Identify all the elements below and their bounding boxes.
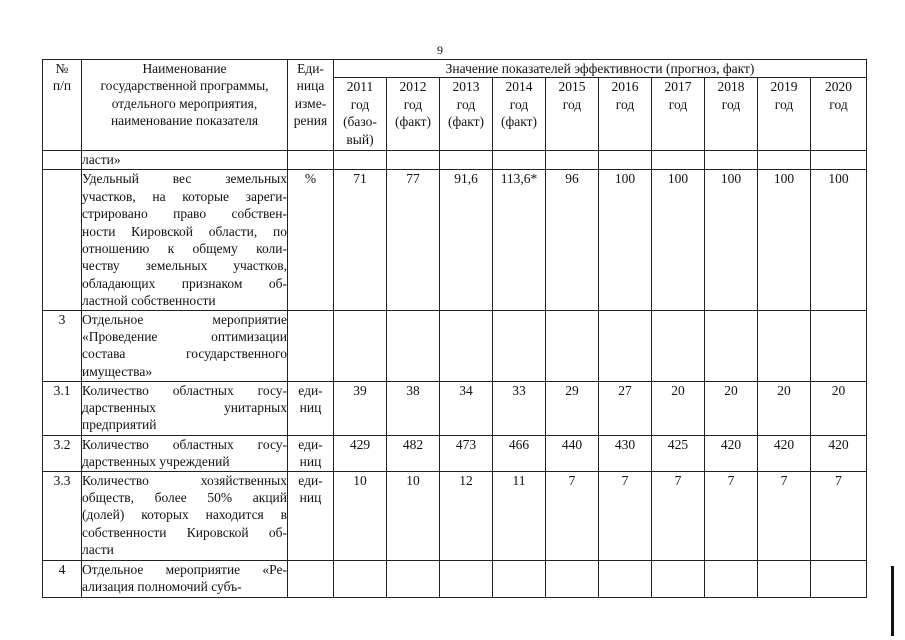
value-2017: 425 xyxy=(652,435,705,471)
text-line: ниц xyxy=(299,400,322,416)
text-line: обществ, более 50% акций xyxy=(82,490,287,506)
text-line: ниц xyxy=(299,454,322,470)
value-2019: 20 xyxy=(758,381,811,435)
value-2013: 473 xyxy=(440,435,493,471)
value-2015: 440 xyxy=(546,435,599,471)
table-row xyxy=(43,471,867,560)
performance-indicators-table xyxy=(42,59,867,598)
value-2016 xyxy=(599,151,652,170)
header-values-title: Значение показателей эффективности (прогноз, факт) xyxy=(334,60,867,78)
text-line: дарственных унитарных xyxy=(82,400,287,416)
text-line: предприятий xyxy=(82,417,157,433)
table-row xyxy=(43,151,867,170)
row-name xyxy=(82,435,288,471)
value-2014 xyxy=(493,560,546,597)
text-line: государственной программы, xyxy=(100,78,269,94)
text-line: 2011 xyxy=(346,79,374,95)
text-line: 2017 xyxy=(664,79,692,95)
value-2018 xyxy=(705,560,758,597)
header-year-2018 xyxy=(705,78,758,151)
value-2015: 7 xyxy=(546,471,599,560)
row-number: 4 xyxy=(43,560,82,597)
row-number: 3 xyxy=(43,310,82,381)
text-line: (факт) xyxy=(447,114,484,130)
value-2012: 10 xyxy=(387,471,440,560)
text-line: Количество областных госу- xyxy=(82,436,287,452)
text-line: 2015 xyxy=(558,79,586,95)
text-line: стрировано право собствен- xyxy=(82,206,287,222)
text-line: «Проведение оптимизации xyxy=(82,329,287,345)
value-2012 xyxy=(387,310,440,381)
row-unit xyxy=(288,170,334,310)
value-2017 xyxy=(652,560,705,597)
row-unit xyxy=(288,381,334,435)
text-line: еди- xyxy=(298,382,323,398)
text-line: вый) xyxy=(346,131,374,147)
value-2016: 27 xyxy=(599,381,652,435)
value-2016: 100 xyxy=(599,170,652,310)
text-line: год xyxy=(721,96,741,112)
row-name xyxy=(82,471,288,560)
text-line: имущества» xyxy=(82,363,153,379)
text-line: еди- xyxy=(298,472,323,488)
text-line: наименование показателя xyxy=(110,113,259,129)
text-line: 2020 xyxy=(825,79,852,95)
text-line: честву земельных участков, xyxy=(82,258,287,274)
value-2016: 7 xyxy=(599,471,652,560)
text-line: дарственных учреждений xyxy=(82,454,230,470)
value-2016 xyxy=(599,310,652,381)
text-line: ности Кировской области, по xyxy=(82,223,287,239)
header-year-2013 xyxy=(440,78,493,151)
value-2013: 12 xyxy=(440,471,493,560)
value-2019 xyxy=(758,151,811,170)
value-2014 xyxy=(493,151,546,170)
row-number: 3.3 xyxy=(43,471,82,560)
header-year-2012 xyxy=(387,78,440,151)
text-line: 2019 xyxy=(770,79,798,95)
text-line: Количество областных госу- xyxy=(82,382,287,398)
row-unit xyxy=(288,435,334,471)
value-2020 xyxy=(811,151,867,170)
value-2011: 429 xyxy=(334,435,387,471)
value-2017: 20 xyxy=(652,381,705,435)
value-2015: 29 xyxy=(546,381,599,435)
value-2012: 77 xyxy=(387,170,440,310)
text-line: Количество хозяйственных xyxy=(82,472,287,488)
text-line: год xyxy=(774,96,794,112)
text-line: состава государственного xyxy=(82,346,287,362)
text-line: изме- xyxy=(294,95,327,111)
header-year-2017 xyxy=(652,78,705,151)
text-line: Отдельное мероприятие «Ре- xyxy=(82,561,287,577)
text-line: 2012 xyxy=(399,79,427,95)
value-2016: 430 xyxy=(599,435,652,471)
text-line: Еди- xyxy=(297,61,324,76)
page-number: 9 xyxy=(437,43,443,57)
value-2012: 482 xyxy=(387,435,440,471)
value-2011: 39 xyxy=(334,381,387,435)
row-name xyxy=(82,170,288,310)
text-line: 2018 xyxy=(717,79,745,95)
value-2020: 20 xyxy=(811,381,867,435)
value-2019: 420 xyxy=(758,435,811,471)
value-2018: 20 xyxy=(705,381,758,435)
value-2012: 38 xyxy=(387,381,440,435)
header-name-cell xyxy=(82,60,288,151)
margin-bar xyxy=(891,566,894,636)
value-2013: 91,6 xyxy=(440,170,493,310)
header-num-cell xyxy=(43,60,82,151)
text-line: отдельного мероприятия, xyxy=(111,95,258,111)
table-row xyxy=(43,435,867,471)
text-line: (долей) которых находится в xyxy=(82,507,287,523)
value-2017: 7 xyxy=(652,471,705,560)
value-2011: 10 xyxy=(334,471,387,560)
row-number xyxy=(43,170,82,310)
text-line: ластной собственности xyxy=(82,293,216,309)
value-2011 xyxy=(334,560,387,597)
text-line: ласти» xyxy=(82,152,121,168)
header-year-2016 xyxy=(599,78,652,151)
row-unit xyxy=(288,560,334,597)
header-year-2020 xyxy=(811,78,867,151)
value-2018: 7 xyxy=(705,471,758,560)
value-2013 xyxy=(440,151,493,170)
text-line: № xyxy=(55,61,69,76)
text-line: участков, на которые зареги- xyxy=(82,188,287,204)
table-row xyxy=(43,560,867,597)
value-2020 xyxy=(811,560,867,597)
row-number: 3.1 xyxy=(43,381,82,435)
header-year-2011 xyxy=(334,78,387,151)
table-row xyxy=(43,381,867,435)
text-line: год xyxy=(829,96,848,112)
text-line: 2014 xyxy=(505,79,533,95)
text-line: ализация полномочий субъ- xyxy=(82,579,242,595)
row-unit xyxy=(288,471,334,560)
text-line: ница xyxy=(296,78,325,94)
value-2014: 466 xyxy=(493,435,546,471)
text-line: Удельный вес земельных xyxy=(82,171,287,187)
value-2012 xyxy=(387,151,440,170)
text-line: год xyxy=(562,96,582,112)
value-2015 xyxy=(546,151,599,170)
value-2014: 11 xyxy=(493,471,546,560)
row-number: 3.2 xyxy=(43,435,82,471)
value-2019 xyxy=(758,560,811,597)
text-line: год xyxy=(615,96,635,112)
value-2019: 100 xyxy=(758,170,811,310)
row-unit xyxy=(288,151,334,170)
value-2013: 34 xyxy=(440,381,493,435)
value-2017: 100 xyxy=(652,170,705,310)
text-line: (факт) xyxy=(394,114,431,130)
header-year-2015 xyxy=(546,78,599,151)
value-2013 xyxy=(440,310,493,381)
value-2012 xyxy=(387,560,440,597)
value-2018: 100 xyxy=(705,170,758,310)
text-line: Наименование xyxy=(142,61,227,76)
value-2015 xyxy=(546,310,599,381)
text-line: п/п xyxy=(52,78,72,94)
value-2019 xyxy=(758,310,811,381)
value-2011 xyxy=(334,310,387,381)
text-line: ласти xyxy=(82,542,114,558)
value-2020 xyxy=(811,310,867,381)
header-year-2019 xyxy=(758,78,811,151)
text-line: еди- xyxy=(298,436,323,452)
value-2014: 113,6* xyxy=(493,170,546,310)
text-line: 2013 xyxy=(452,79,480,95)
row-name xyxy=(82,560,288,597)
value-2015: 96 xyxy=(546,170,599,310)
text-line: год xyxy=(350,96,370,112)
text-line: обладающих признаком об- xyxy=(82,275,287,291)
table-row xyxy=(43,170,867,310)
value-2018 xyxy=(705,151,758,170)
value-2015 xyxy=(546,560,599,597)
row-name xyxy=(82,310,288,381)
text-line: год xyxy=(509,96,529,112)
text-line: ниц xyxy=(299,490,322,506)
value-2018: 420 xyxy=(705,435,758,471)
value-2018 xyxy=(705,310,758,381)
value-2013 xyxy=(440,560,493,597)
text-line: год xyxy=(403,96,423,112)
row-number xyxy=(43,151,82,170)
table-row xyxy=(43,310,867,381)
text-line: (факт) xyxy=(500,114,537,130)
header-row-1 xyxy=(43,60,867,78)
value-2020: 7 xyxy=(811,471,867,560)
text-line: год xyxy=(668,96,688,112)
row-unit xyxy=(288,310,334,381)
value-2011: 71 xyxy=(334,170,387,310)
text-line: год xyxy=(456,96,476,112)
text-line: (базо- xyxy=(343,114,377,130)
text-line: собственности Кировской об- xyxy=(82,524,287,540)
text-line: 2016 xyxy=(611,79,639,95)
value-2019: 7 xyxy=(758,471,811,560)
value-2020: 420 xyxy=(811,435,867,471)
header-year-2014 xyxy=(493,78,546,151)
text-line: рения xyxy=(293,113,328,129)
text-line: Отдельное мероприятие xyxy=(82,311,287,327)
row-name xyxy=(82,151,288,170)
value-2014: 33 xyxy=(493,381,546,435)
header-unit-cell xyxy=(288,60,334,151)
row-name xyxy=(82,381,288,435)
text-line: отношению к общему коли- xyxy=(82,241,287,257)
value-2020: 100 xyxy=(811,170,867,310)
value-2017 xyxy=(652,310,705,381)
value-2014 xyxy=(493,310,546,381)
value-2017 xyxy=(652,151,705,170)
value-2011 xyxy=(334,151,387,170)
text-line: % xyxy=(304,171,317,187)
value-2016 xyxy=(599,560,652,597)
